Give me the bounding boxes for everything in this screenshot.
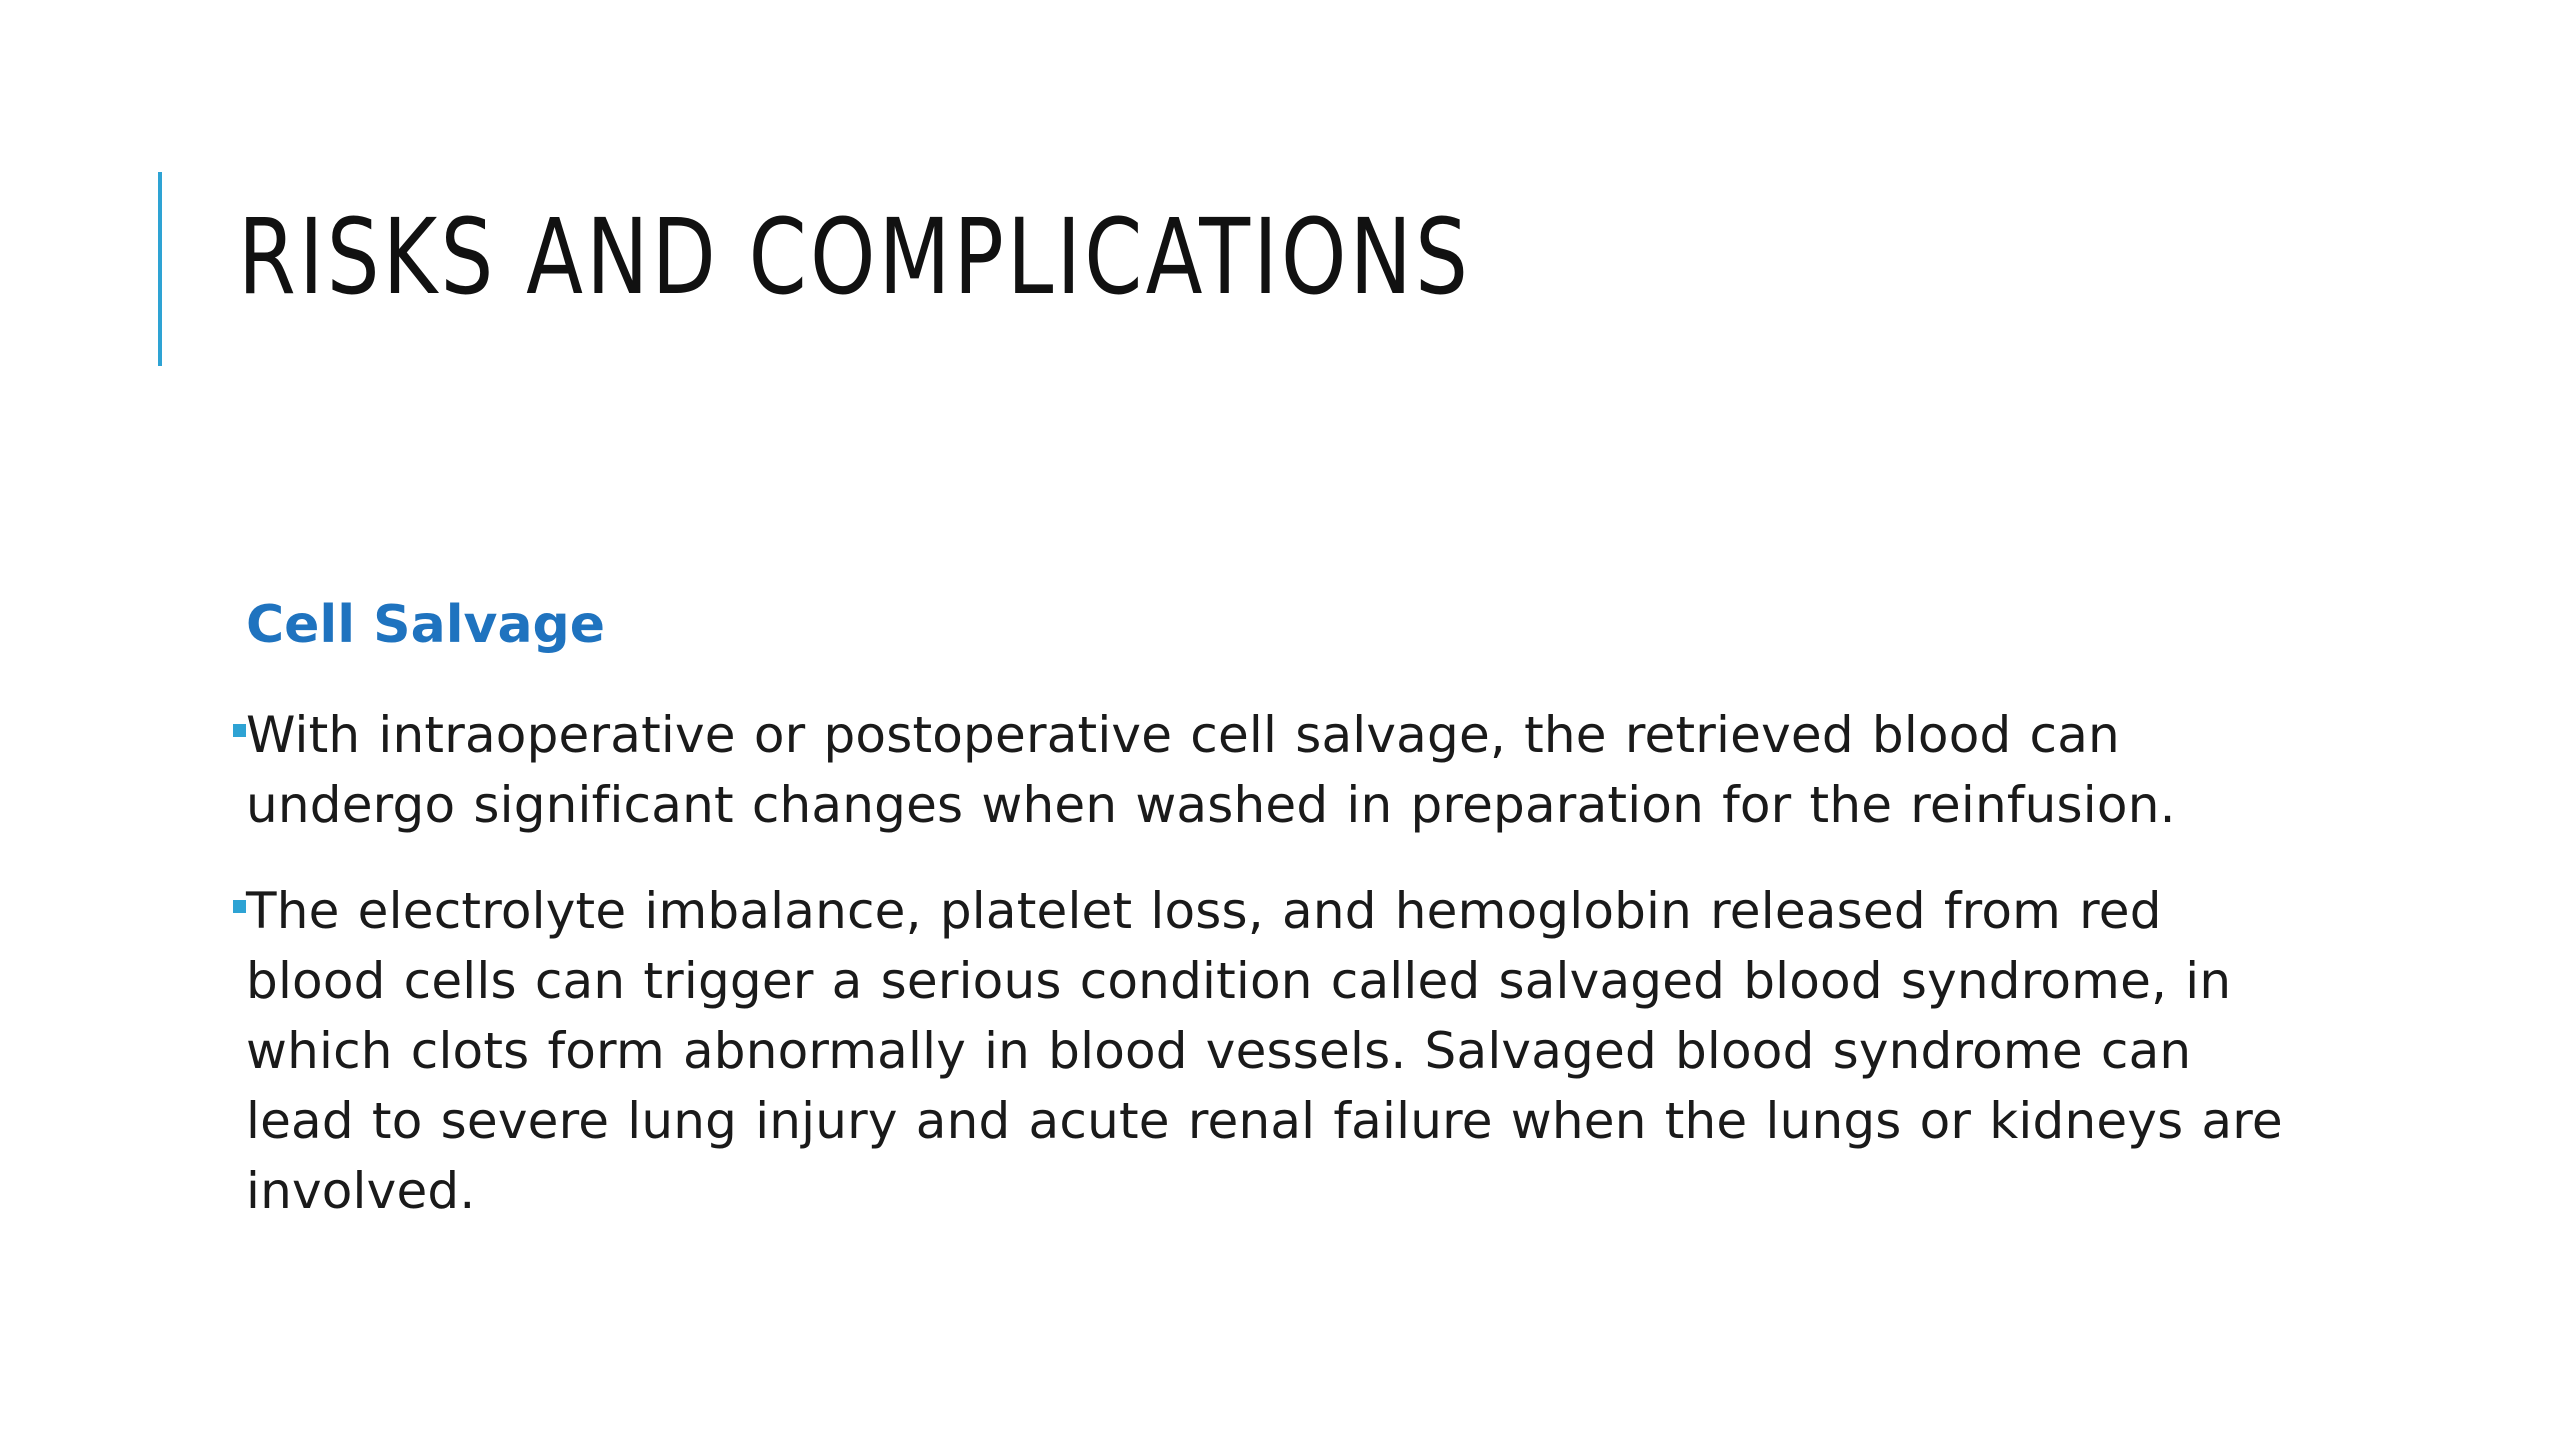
bullet-text: The electrolyte imbalance, platelet loss, and hemoglobin released from red blood cells can trigger a serious condition called salvaged blood syndrome, in which clots form abnormally in blood vessels. Salvaged blood syndrome can lead to severe lung injury and acute renal failure when the lungs or kidneys are involved.	[246, 882, 2283, 1220]
slide-title: RISKS AND COMPLICATIONS	[238, 196, 1472, 318]
section-heading: Cell Salvage	[246, 595, 606, 655]
title-accent-bar	[158, 172, 162, 366]
bullet-item	[228, 876, 2288, 1226]
bullet-list	[228, 700, 2288, 1262]
square-bullet-icon	[233, 724, 246, 737]
bullet-item	[228, 700, 2288, 840]
bullet-text: With intraoperative or postoperative cell salvage, the retrieved blood can undergo significant changes when washed in preparation for the reinfusion.	[246, 706, 2176, 834]
square-bullet-icon	[233, 900, 246, 913]
